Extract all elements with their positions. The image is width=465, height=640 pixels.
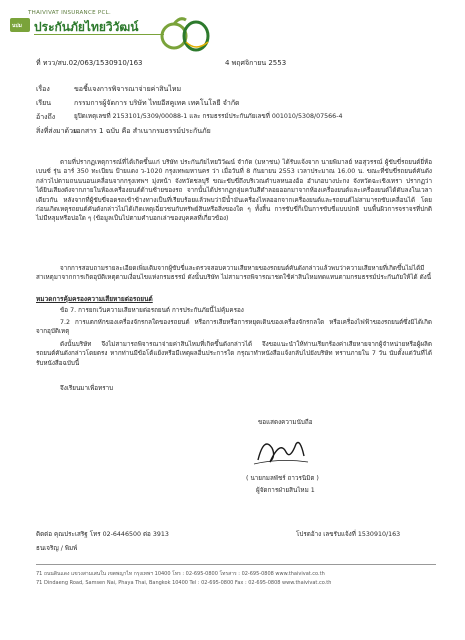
company-name-th: ประกันภัยไทยวิวัฒน์ [34, 20, 139, 34]
footer-address-en: 71 Dindaeng Road, Samsen Nai, Phaya Thai, Bangkok 10400 Tel : 02-695-0800 Fax : 02-695-0808 www.thaivivat.co.th [36, 580, 332, 586]
closing-sentence: จึงเรียนมาเพื่อทราบ [60, 385, 114, 392]
handwritten-signature [250, 430, 310, 470]
signatory-title: ผู้จัดการฝ่ายสินไหม 1 [256, 487, 315, 494]
reference-value: ยูปิดเหตุเลขที่ 2153101/5309/00088-1 และ กรมธรรม์ประกันภัยเลขที่ 001010/5308/07566-4 [74, 113, 343, 120]
to-label: เรียน [36, 99, 52, 107]
footer-address-th: 71 ถนนดินแดง แขวงสามเสนใน เขตพญาไท กรุงเทพฯ 10400 โทร : 02-695-0800 โทรสาร : 02-695-0808 www.thaivivat.co.th [36, 571, 325, 577]
anniversary-60-emblem-icon [160, 14, 212, 54]
signatory-name: ( นายกมลพัชร์ ถาวรนิมิต ) [246, 475, 319, 482]
logo-text: นปม [12, 23, 22, 29]
company-name-en: THAIVIVAT INSURANCE PCL. [28, 10, 112, 16]
footer-rule [36, 564, 436, 565]
body-paragraph-3: ดังนั้นบริษัท จึงไม่สามารถพิจารณาจ่ายค่าสินไหมที่เกิดขึ้นดังกล่าวได้ จึงขอแนะนำให้ท่านเรียกร้องค่าเสียหายจากผู้จำหน่ายหรือผู้ผลิตรถยนต์คันดังกล่าวโดยตรง หากท่านมีข้อโต้แย้งหรือมีเหตุผลอื่นประการใด กรุณาทำหนังสือแจ้งกลับไปยังบริษัท ทราบภายใน 7 วัน นับตั้งแต่วันที่ได้รับหนังสือฉบับนี้ [36, 341, 432, 367]
to-value: กรรมการผู้จัดการ บริษัท ไทยอีสคูเทค เทคโนโลยี จำกัด [74, 99, 240, 107]
typist-initials: ธนเจริญ / พิมพ์ [36, 545, 78, 552]
header-rule [34, 34, 164, 35]
clause-7-2: 7.2 การแตกหักของเครื่องจักรกลใดของรถยนต์ หรือการเสียหรือการหยุดเดินของเครื่องจักรกลใด หรือเครื่องไฟฟ้าของรถยนต์ซึ่งมิได้เกิดจากอุบัติเหตุ [36, 319, 432, 336]
enclosure-value: เอกสาร 1 ฉบับ คือ สำเนากรมธรรม์ประกันภัย [74, 127, 211, 135]
closing-salutation: ขอแสดงความนับถือ [258, 419, 313, 426]
body-paragraph-2: จากการสอบถามรายละเอียดเพิ่มเติมจากผู้ขับขี่และตรวจสอบความเสียหายของรถยนต์คันดังกล่าวแล้วพบว่าความเสียหายที่เกิดขึ้นไม่ได้มีสาเหตุมาจากการเกิดอุบัติเหตุตามเงื่อนไขแห่งกรมธรรม์ ดังนั้นบริษัท ไม่สามารถพิจารณาชดใช้ค่าสินไหมทดแทนตามกรมธรรม์ประกันภัยให้ได้ ดังนี้ [36, 265, 432, 282]
claim-reference: โปรดอ้าง เลขรับแจ้งที่ 1530910/163 [296, 531, 401, 538]
section-heading: หมวดการคุ้มครองความเสียหายต่อรถยนต์ [36, 295, 153, 303]
contact-person: ติดต่อ คุณประเสริฐ โทร 02-6446500 ต่อ 3913 [36, 531, 169, 538]
letter-date: 4 พฤศจิกายน 2553 [225, 59, 287, 67]
subject-label: เรื่อง [36, 85, 50, 93]
reference-number: ที่ ทวว/สบ.02/063/1530910/163 [36, 59, 143, 67]
body-paragraph-1: ตามที่ปรากฏเหตุการณ์ที่ได้เกิดขึ้นแก่ บริษัท ประกันภัยไทยวิวัฒน์ จำกัด (มหาชน) ได้รับแจ้งจาก นายพิมาลย์ หอสุวรรณ์ ผู้ขับขี่รถยนต์ยี่ห้อ เบนซ์ รุ่น อาร์ 350 ทะเบียน ป้ายแดง ว-1020 กรุงเทพมหานคร ว่า เมื่อวันที่ 8 กันยายน 2553 เวลาประมาณ 16.00 น. ขณะที่ขับขี่รถยนต์คันดังกล่าวไปตามถนนนอนเคลื่อนจากกรุงเทพฯ มุ่งหน้า จังหวัดชลบุรี ขณะขับขี่ถึงบริเวณตำบลหนองอ้อ อำเภอบางปะกง จังหวัดฉะเชิงเทรา ปรากฏว่าได้ยินเสียงดังจากภายในห้องเครื่องยนต์ด้านซ้ายของรถ จากนั้นได้ปรากฏกลุ่มควันสีดำลอยออกมาจากห้องเครื่องยนต์และเครื่องยนต์ได้ดับลงในเวลาเดียวกัน หลังจากที่ผู้ขับขี่จอดรถเข้าข้างทางเป็นที่เรียบร้อยแล้วพบว่ามีน้ำมันเครื่องไหลออกจากเครื่องยนต์และรถยนต์ไม่สามารถขับเคลื่อนได้ โดยก่อนเกิดเหตุรถยนต์คันดังกล่าวไม่ได้เกิดเหตุเฉี่ยวชนกับทรัพย์สินหรือสิ่งของใด ๆ ทั้งสิ้น การขับขี่ก็เป็นการขับขี่แบบปกติ บนพื้นผิวการจราจรที่ปกติไม่มีหลุมหรือบ่อใด ๆ (ข้อมูลเป็นไปตามคำบอกเล่าของบุคคลที่เกี่ยวข้อง) [36, 159, 432, 223]
enclosure-label: สิ่งที่ส่งมาด้วย [36, 127, 78, 135]
clause-7: ข้อ 7. การยกเว้นความเสียหายต่อรถยนต์ การประกันภัยนี้ไม่คุ้มครอง [60, 307, 244, 314]
reference-label: อ้างถึง [36, 113, 56, 121]
subject-value: ขอชี้แจงการพิจารณาจ่ายค่าสินไหม [74, 85, 182, 93]
